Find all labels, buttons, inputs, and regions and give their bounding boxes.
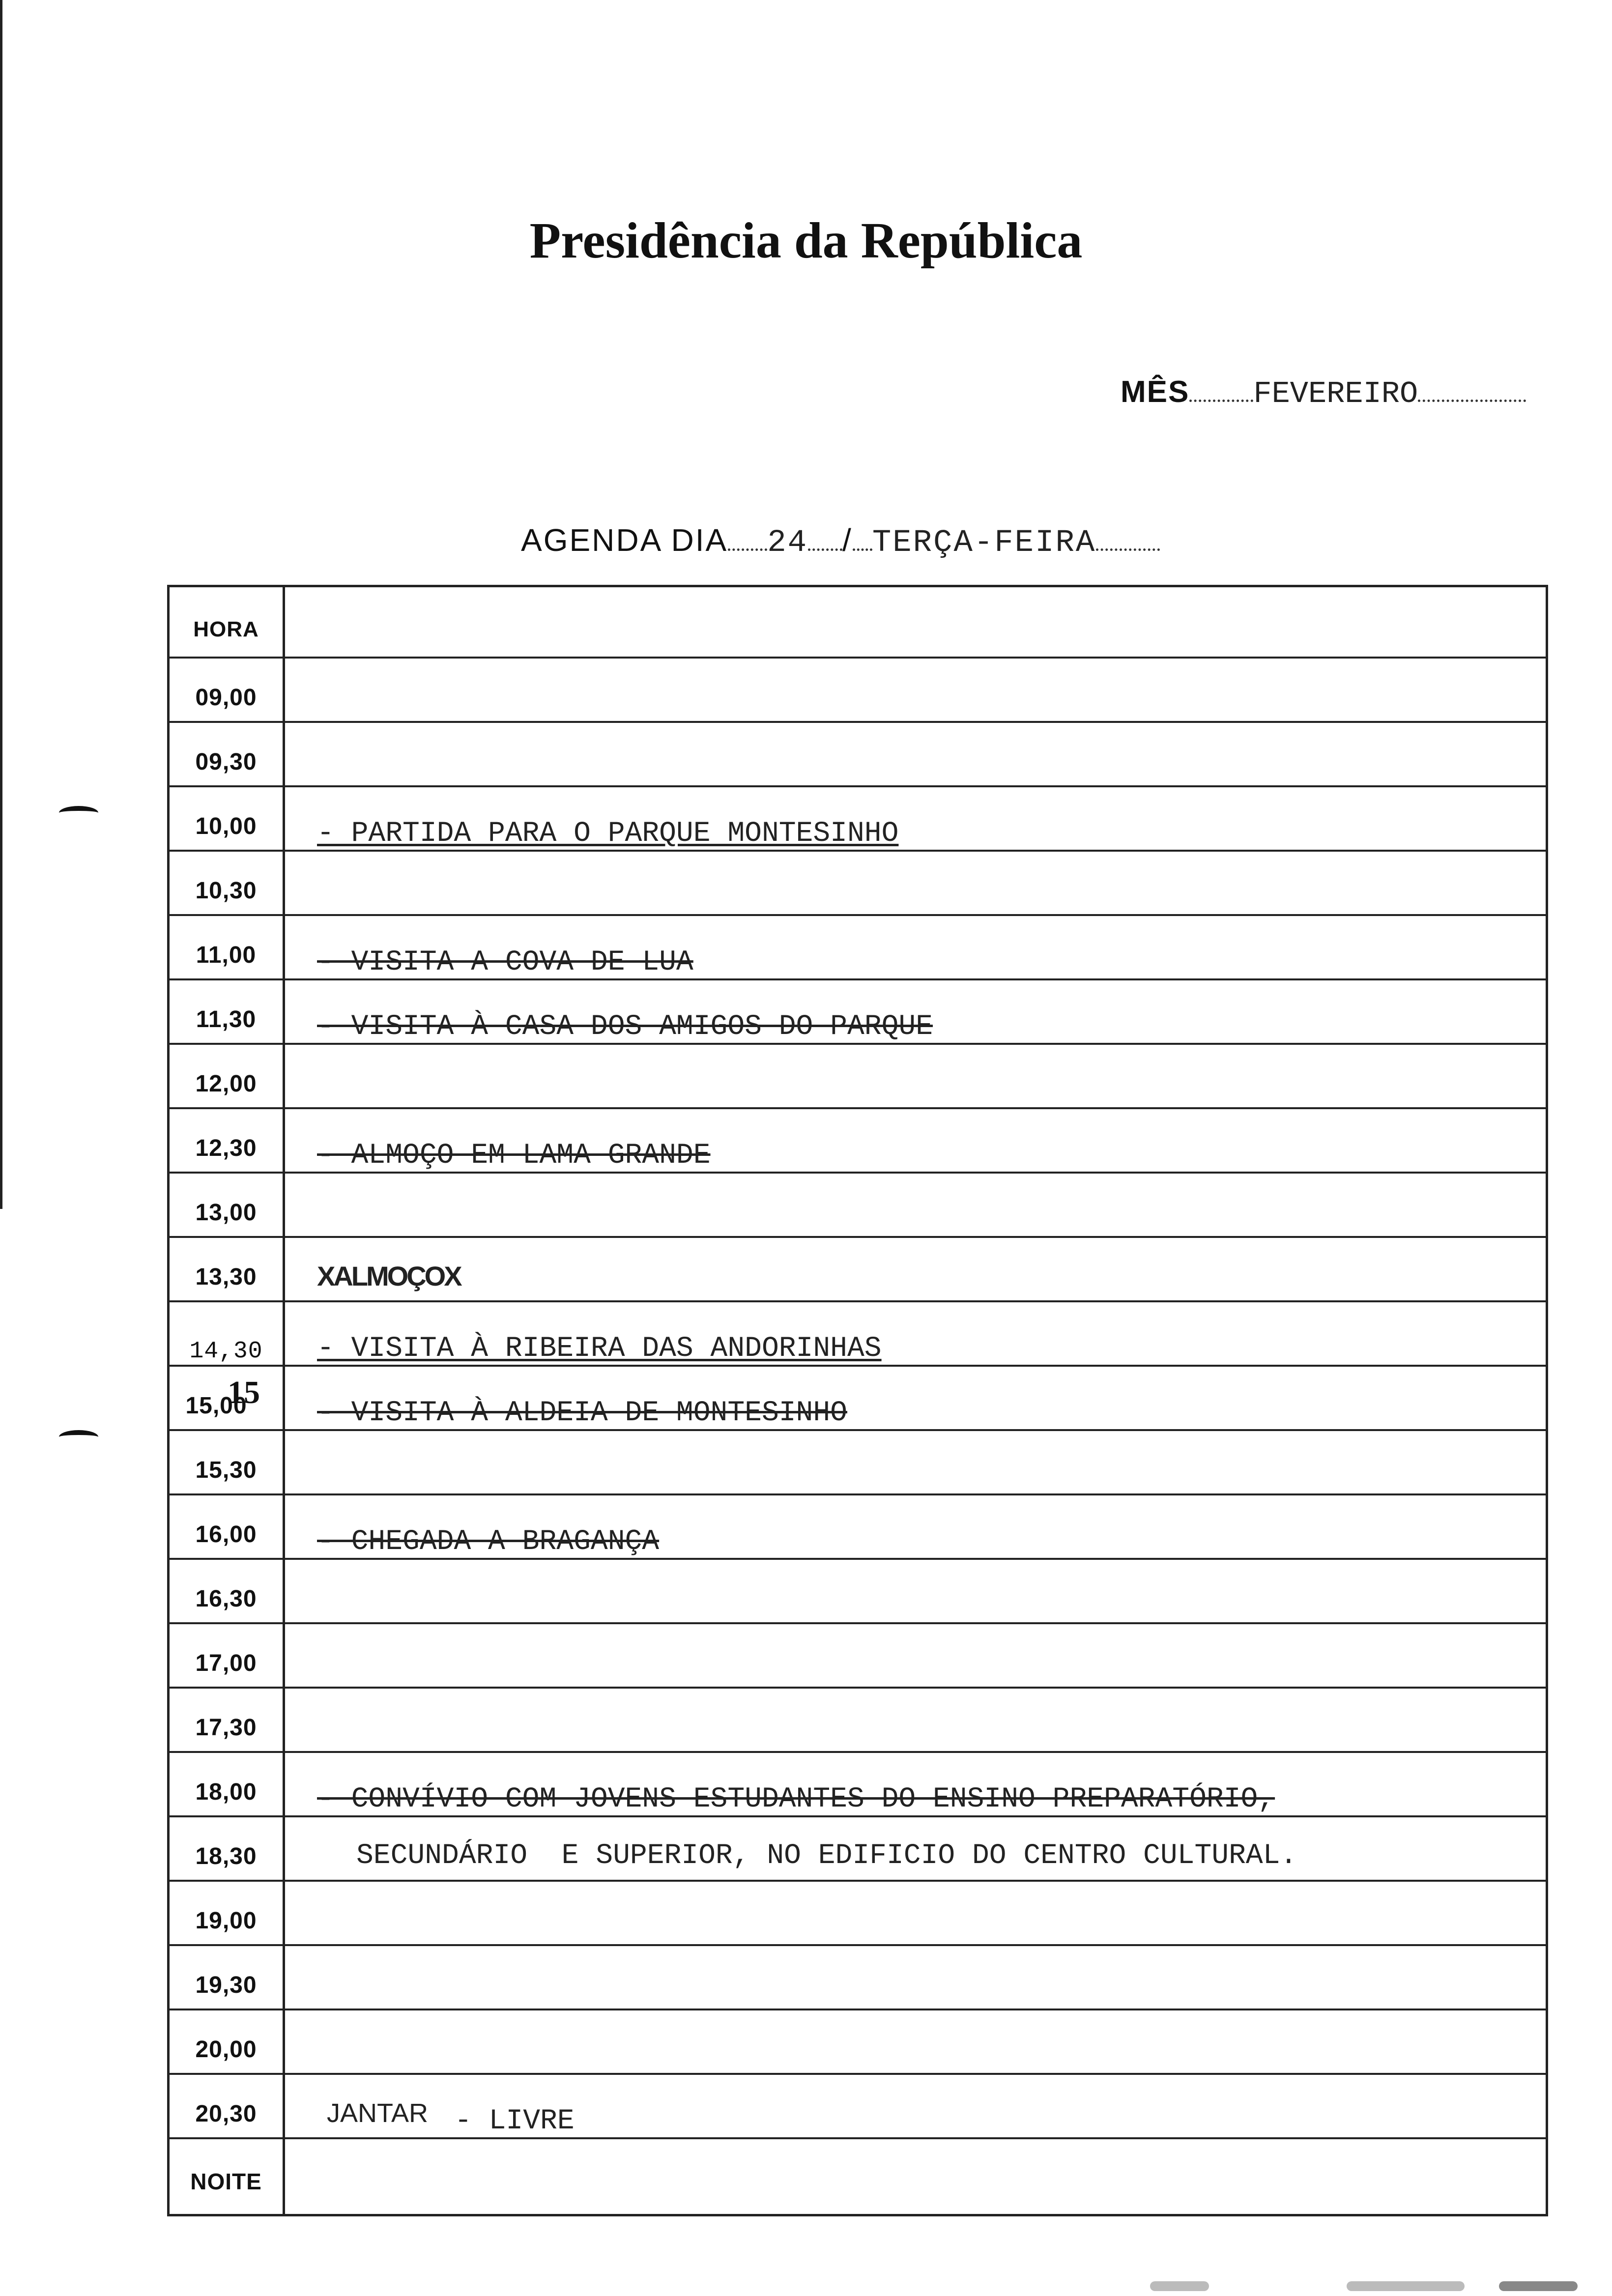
table-row: [170, 723, 1546, 787]
hour-cell: 14,30: [189, 1338, 263, 1365]
dot-leader: [1418, 400, 1526, 402]
table-row: [170, 2139, 1546, 2211]
scan-smudge: [1150, 2281, 1209, 2291]
entry-cell-struck: - VISITA À CASA DOS AMIGOS DO PARQUE: [317, 1011, 933, 1043]
hour-cell: 17,30: [195, 1715, 257, 1741]
month-line: [1121, 374, 1526, 411]
scan-smudge: [1347, 2281, 1465, 2291]
hour-cell: 09,30: [195, 749, 257, 775]
table-row: [170, 852, 1546, 916]
hour-cell: 11,00: [196, 942, 257, 968]
entry-cell: - LIVRE: [455, 2105, 575, 2137]
entry-cell: - VISITA À RIBEIRA DAS ANDORINHAS: [317, 1333, 882, 1365]
agenda-label: AGENDA DIA: [521, 522, 728, 558]
hour-cell: 09,00: [195, 685, 257, 711]
hour-cell: 19,30: [195, 1972, 257, 1998]
hour-cell: 12,00: [195, 1071, 257, 1097]
dot-leader: [1189, 400, 1253, 402]
table-row: [170, 1495, 1546, 1560]
date-separator: /: [842, 522, 853, 558]
table-row: [170, 1045, 1546, 1109]
agenda-table: [167, 585, 1548, 2216]
table-row: [170, 1753, 1546, 1817]
table-header-row: [170, 587, 1546, 659]
table-row: [170, 1560, 1546, 1624]
hour-cell: 13,30: [195, 1264, 257, 1290]
table-row: [170, 1174, 1546, 1238]
hour-cell: 15,00: [185, 1393, 247, 1419]
punch-hole-mark: [59, 1430, 98, 1444]
hour-cell: 20,00: [195, 2037, 257, 2063]
entry-cell-struck: - CONVÍVIO COM JOVENS ESTUDANTES DO ENSINO PREPARATÓRIO,: [317, 1783, 1275, 1815]
table-row: [170, 1624, 1546, 1689]
hour-cell: 10,00: [195, 813, 257, 839]
hour-cell: 17,00: [195, 1650, 257, 1676]
hour-column-header: HORA: [193, 617, 259, 641]
dot-leader: [1096, 548, 1160, 551]
table-row: [170, 1882, 1546, 1946]
table-row: [170, 980, 1546, 1045]
table-row: [170, 2075, 1546, 2139]
table-row: [170, 1109, 1546, 1174]
entry-cell-struck: - ALMOÇO EM LAMA GRANDE: [317, 1140, 711, 1172]
hour-cell: 20,30: [195, 2101, 257, 2127]
scan-smudge: [1499, 2281, 1578, 2291]
hour-cell: 13,00: [195, 1200, 257, 1226]
month-label: MÊS: [1121, 375, 1190, 409]
dot-leader: [808, 548, 842, 551]
table-row: [170, 916, 1546, 980]
hour-cell: 12,30: [195, 1135, 257, 1161]
table-row: [170, 2010, 1546, 2075]
table-row: [170, 1946, 1546, 2010]
month-value: FEVEREIRO: [1253, 376, 1418, 411]
entry-cell: - PARTIDA PARA O PARQUE MONTESINHO: [317, 818, 899, 850]
day-number: 24: [767, 525, 808, 561]
binder-edge: [0, 0, 2, 1209]
hour-cell: 10,30: [195, 878, 257, 904]
entry-cell: SECUNDÁRIO E SUPERIOR, NO EDIFICIO DO CENTRO CULTURAL.: [356, 1840, 1297, 1872]
table-row: [170, 1817, 1546, 1882]
weekday: TERÇA-FEIRA: [872, 525, 1096, 561]
punch-hole-mark: [59, 806, 98, 820]
entry-cell-struck: - VISITA À ALDEIA DE MONTESINHO: [317, 1397, 847, 1429]
table-row: [170, 1302, 1546, 1367]
table-row: [170, 659, 1546, 723]
entry-cell-struck: - CHEGADA A BRAGANÇA: [317, 1526, 660, 1558]
entry-cell-struck: - VISITA A COVA DE LUA: [317, 947, 693, 978]
page-title: Presidência da República: [529, 212, 1083, 269]
entry-cell-overtyped: XALMOÇOX: [317, 1261, 461, 1292]
table-row: [170, 1238, 1546, 1302]
agenda-line: [521, 522, 1160, 561]
handwritten-correction: 15: [228, 1375, 260, 1410]
table-row: [170, 1431, 1546, 1495]
hour-cell: 18,00: [195, 1779, 257, 1805]
dot-leader: [728, 548, 767, 551]
hour-cell: 18,30: [195, 1843, 257, 1869]
table-row: [170, 787, 1546, 852]
hour-cell: 11,30: [196, 1006, 257, 1033]
hour-cell: 16,30: [195, 1586, 257, 1612]
table-row: [170, 1367, 1546, 1431]
hour-cell: NOITE: [190, 2169, 262, 2194]
table-row: [170, 1689, 1546, 1753]
dot-leader: [853, 548, 872, 551]
entry-label-jantar: JANTAR: [327, 2098, 429, 2128]
hour-cell: 15,30: [195, 1457, 257, 1483]
hour-cell: 16,00: [195, 1521, 257, 1548]
hour-cell: 19,00: [195, 1908, 257, 1934]
